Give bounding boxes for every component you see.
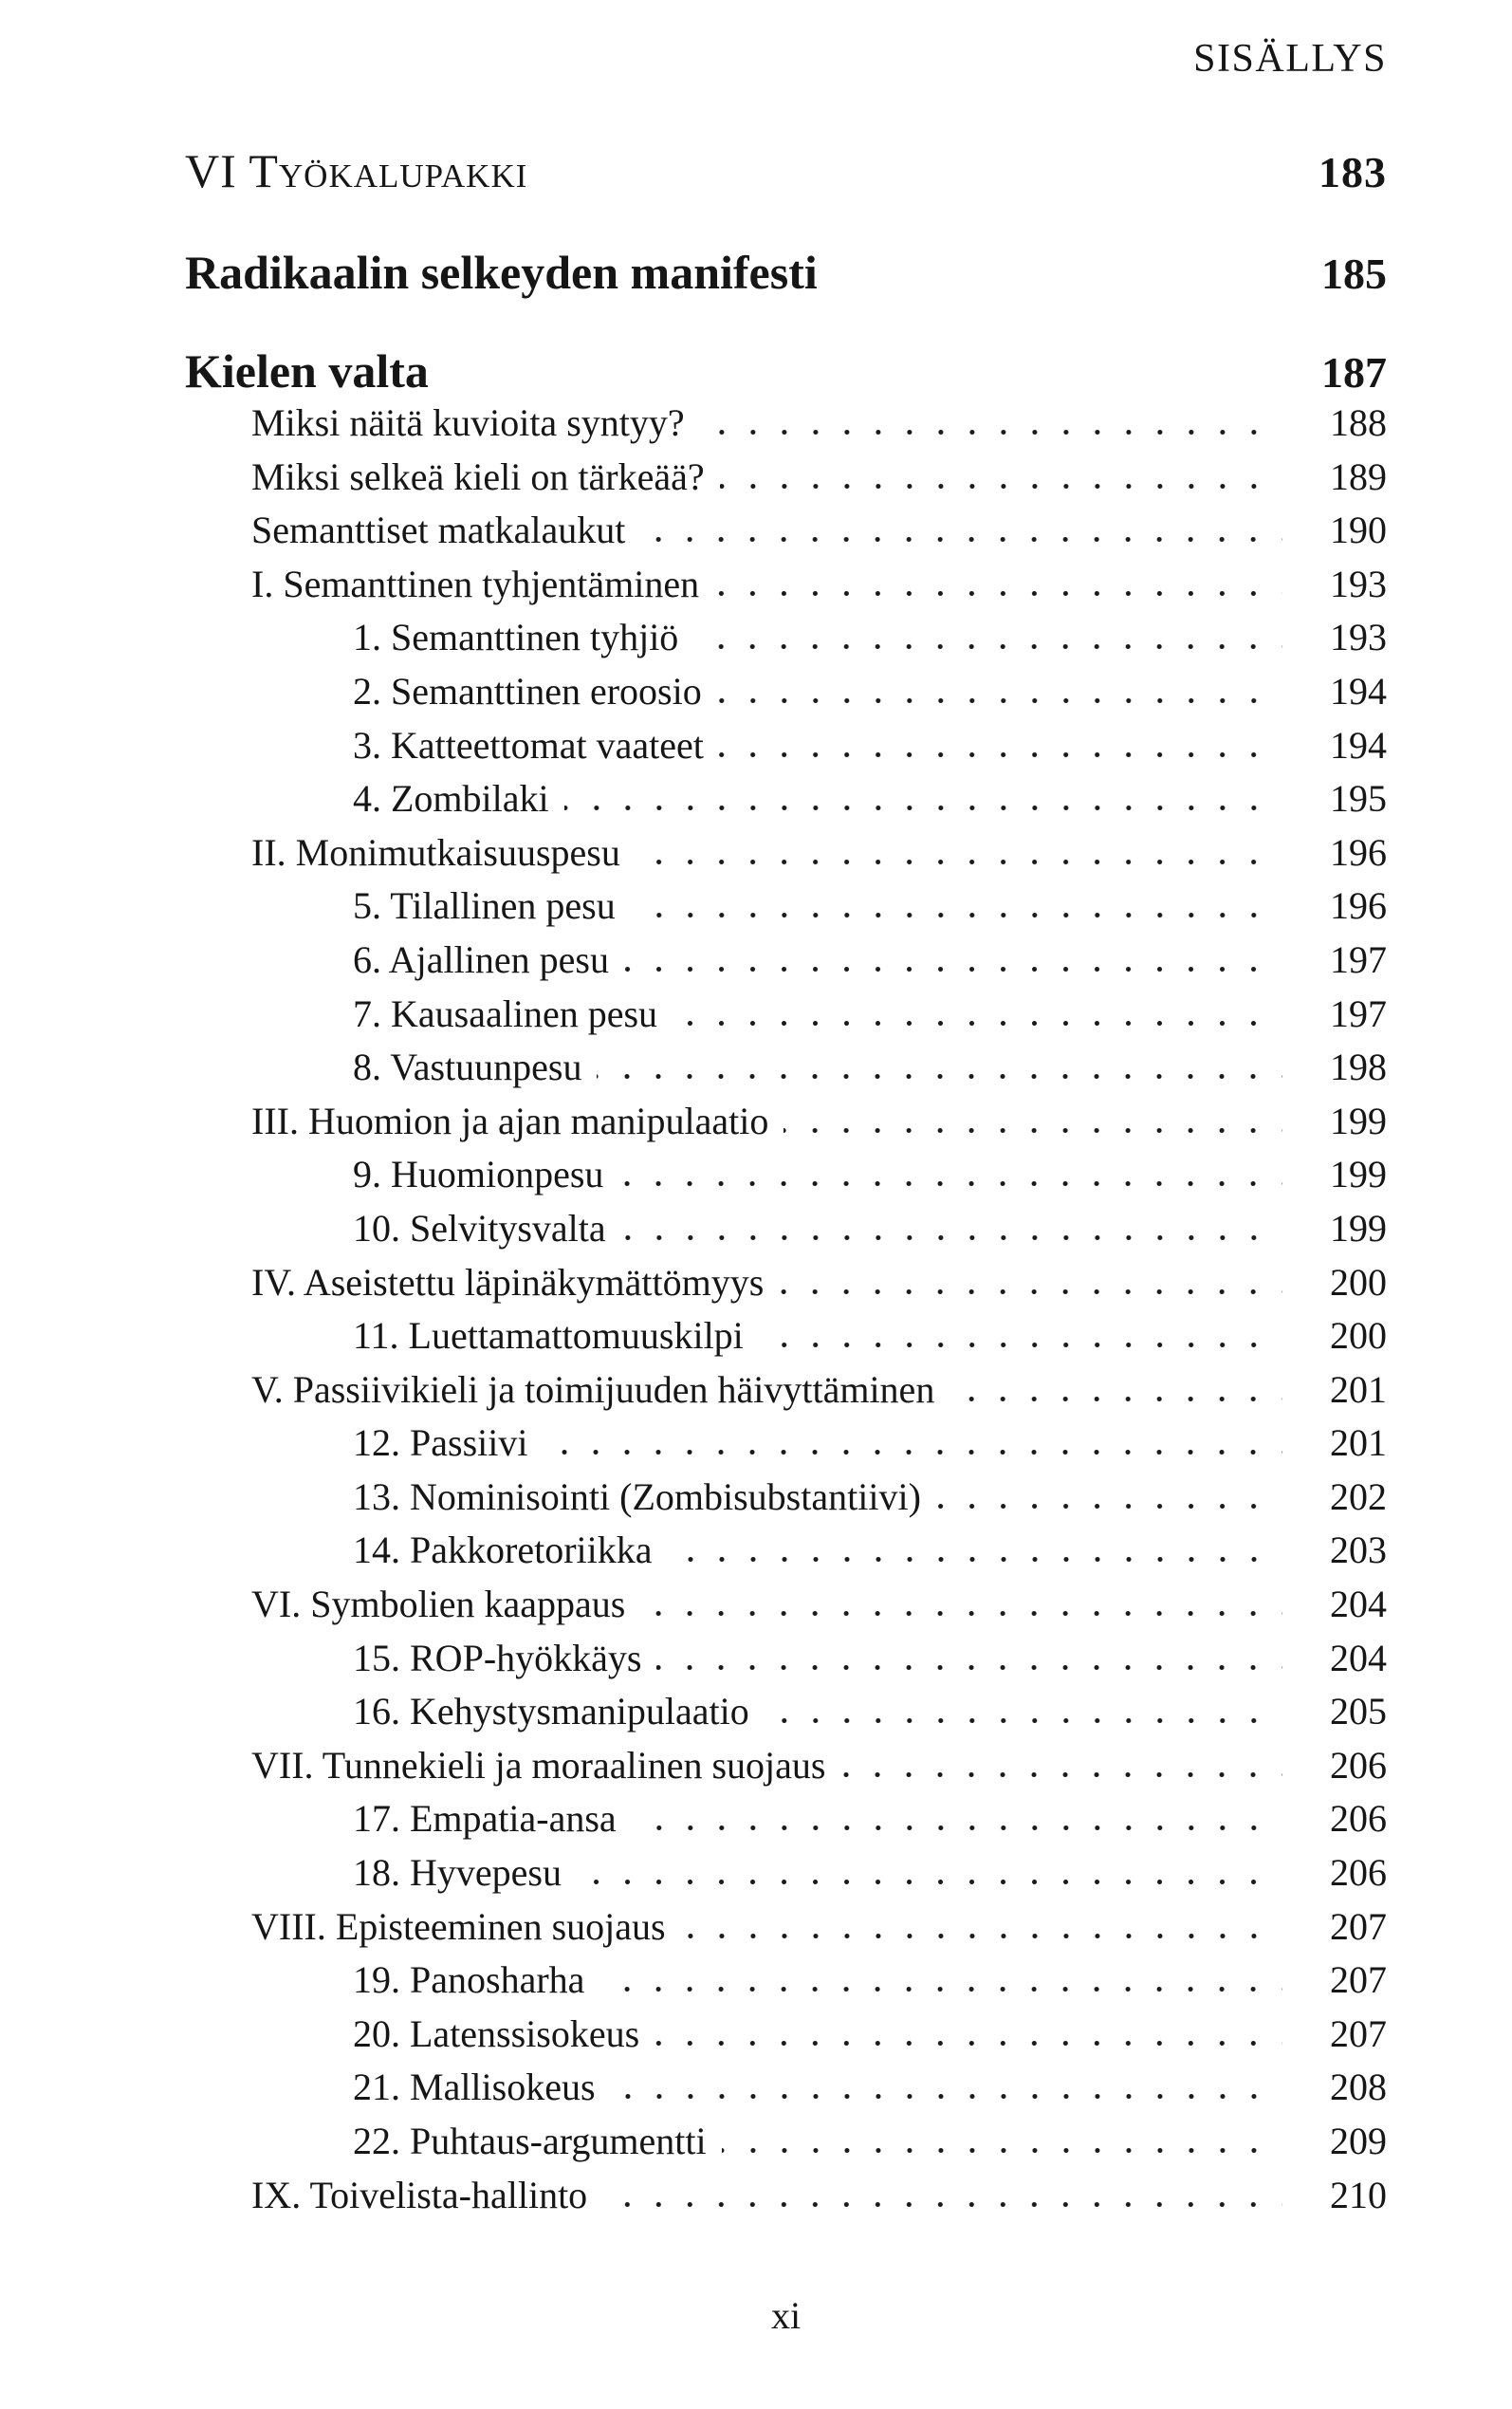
entry-page-number: 206 xyxy=(1330,1797,1387,1841)
entry-label: 3. Katteettomat vaateet xyxy=(353,723,704,767)
dot-leader xyxy=(720,484,1282,490)
dot-leader xyxy=(936,1504,1282,1510)
dot-leader xyxy=(618,1181,1282,1187)
toc-entry-row xyxy=(185,665,1387,719)
dot-leader xyxy=(722,2148,1282,2154)
dot-leader xyxy=(656,1665,1282,1671)
chapter-page-number: 187 xyxy=(1321,348,1387,397)
footer-page-number: xi xyxy=(770,2294,802,2337)
toc-entry-row xyxy=(185,2169,1387,2223)
toc-entry-row xyxy=(185,2061,1387,2115)
dot-leader xyxy=(640,1611,1282,1617)
toc-entry-row xyxy=(185,1256,1387,1310)
dot-leader xyxy=(631,913,1282,918)
toc-entry-row xyxy=(185,2008,1387,2062)
entry-label: 8. Vastuunpesu xyxy=(353,1046,582,1089)
entry-label: VIII. Episteeminen suojaus xyxy=(251,1904,666,1948)
entry-page-number: 199 xyxy=(1330,1099,1387,1142)
toc-entries xyxy=(185,397,1387,2222)
toc-chapter-row xyxy=(185,246,1387,299)
entry-label: Miksi selkeä kieli on tärkeää? xyxy=(251,454,705,498)
entry-label: 10. Selvitysvalta xyxy=(353,1206,606,1250)
entry-label: Miksi näitä kuvioita syntyy? xyxy=(251,401,685,444)
entry-label: 1. Semanttinen tyhjiö xyxy=(353,616,679,659)
toc-entry-row xyxy=(185,1524,1387,1578)
dot-leader xyxy=(784,1128,1282,1134)
dot-leader xyxy=(717,698,1282,704)
toc-entry-row xyxy=(185,1739,1387,1793)
entry-label: 2. Semanttinen eroosio xyxy=(353,669,702,713)
dot-leader xyxy=(681,1934,1282,1939)
entry-label: VI. Symbolien kaappaus xyxy=(251,1583,626,1626)
chapter-label: Radikaalin selkeyden manifesti xyxy=(185,246,818,299)
entry-label: III. Huomion ja ajan manipulaatio xyxy=(251,1099,769,1142)
entry-page-number: 207 xyxy=(1330,1904,1387,1948)
entry-page-number: 200 xyxy=(1330,1314,1387,1358)
entry-page-number: 205 xyxy=(1330,1690,1387,1733)
dot-leader xyxy=(719,752,1282,758)
toc-entry-row xyxy=(185,1685,1387,1739)
entry-page-number: 194 xyxy=(1330,669,1387,713)
toc-entry-row xyxy=(185,1632,1387,1686)
dot-leader xyxy=(597,1074,1282,1080)
toc-entry-row xyxy=(185,2115,1387,2169)
dot-leader xyxy=(599,1987,1282,1992)
dot-leader xyxy=(564,806,1282,811)
toc-entry-row xyxy=(185,1471,1387,1525)
entry-page-number: 201 xyxy=(1330,1367,1387,1411)
entry-label: II. Monimutkaisuuspesu xyxy=(251,830,620,874)
entry-page-number: 203 xyxy=(1330,1529,1387,1572)
toc-entry-row xyxy=(185,988,1387,1042)
entry-page-number: 208 xyxy=(1330,2066,1387,2109)
dot-leader xyxy=(840,1772,1282,1778)
entry-label: 7. Kausaalinen pesu xyxy=(353,991,658,1035)
toc-entry-row xyxy=(185,772,1387,826)
toc-entry-row xyxy=(185,1148,1387,1202)
toc-entry-row xyxy=(185,719,1387,773)
entry-page-number: 210 xyxy=(1330,2173,1387,2216)
entry-page-number: 197 xyxy=(1330,991,1387,1035)
toc-entry-row xyxy=(185,1309,1387,1363)
entry-label: 22. Puhtaus-argumentti xyxy=(353,2120,707,2162)
toc-entry-row xyxy=(185,1954,1387,2008)
entry-label: 11. Luettamattomuuskilpi xyxy=(353,1314,744,1358)
chapter-page-number: 185 xyxy=(1321,250,1387,298)
entry-page-number: 206 xyxy=(1330,1851,1387,1895)
dot-leader xyxy=(668,1557,1283,1563)
entry-page-number: 199 xyxy=(1330,1153,1387,1196)
entry-page-number: 198 xyxy=(1330,1046,1387,1089)
entry-page-number: 207 xyxy=(1330,2011,1387,2055)
dot-leader xyxy=(700,430,1282,435)
chapter-label: VI Työkalupakki xyxy=(185,144,528,197)
entry-page-number: 199 xyxy=(1330,1206,1387,1250)
entry-label: 13. Nominisointi (Zombisubstantiivi) xyxy=(353,1474,921,1518)
entry-page-number: 188 xyxy=(1330,401,1387,444)
toc-entry-row xyxy=(185,1202,1387,1256)
entry-label: 16. Kehystysmanipulaatio xyxy=(353,1690,749,1733)
chapter-page-number: 183 xyxy=(1318,148,1387,196)
entry-page-number: 197 xyxy=(1330,937,1387,981)
entry-page-number: 193 xyxy=(1330,616,1387,659)
dot-leader xyxy=(693,644,1282,650)
entry-page-number: 206 xyxy=(1330,1743,1387,1787)
dot-leader xyxy=(655,2041,1282,2047)
dot-leader xyxy=(765,1718,1282,1724)
entry-label: 20. Latenssisokeus xyxy=(353,2011,640,2055)
entry-label: 18. Hyvepesu xyxy=(353,1851,562,1895)
entry-page-number: 207 xyxy=(1330,1958,1387,2002)
entry-label: 17. Empatia-ansa xyxy=(353,1797,617,1841)
entry-page-number: 209 xyxy=(1330,2120,1387,2162)
dot-leader xyxy=(611,2094,1282,2100)
dot-leader xyxy=(636,860,1282,865)
entry-page-number: 196 xyxy=(1330,830,1387,874)
dot-leader xyxy=(714,591,1282,597)
toc-entry-row xyxy=(185,1363,1387,1418)
entry-page-number: 204 xyxy=(1330,1636,1387,1679)
dot-leader xyxy=(602,2202,1282,2208)
toc-entry-row xyxy=(185,611,1387,665)
dot-leader xyxy=(673,1021,1282,1027)
chapter-label: Kielen valta xyxy=(185,344,429,398)
entry-page-number: 193 xyxy=(1330,562,1387,605)
toc-entry-row xyxy=(185,1792,1387,1846)
toc-entry-row xyxy=(185,1846,1387,1900)
toc-entry-row xyxy=(185,1578,1387,1632)
dot-leader xyxy=(950,1397,1282,1402)
toc-entry-row xyxy=(185,558,1387,612)
toc-entry-row xyxy=(185,1900,1387,1955)
entry-label: IX. Toivelista-hallinto xyxy=(251,2173,588,2216)
toc-entry-row xyxy=(185,826,1387,880)
entry-page-number: 196 xyxy=(1330,884,1387,928)
dot-leader xyxy=(632,1825,1282,1831)
entry-label: 12. Passiivi xyxy=(353,1421,528,1465)
toc-chapter-row xyxy=(185,144,1387,197)
entry-label: 5. Tilallinen pesu xyxy=(353,884,616,928)
entry-label: 6. Ajallinen pesu xyxy=(353,937,609,981)
dot-leader xyxy=(624,967,1282,973)
entry-page-number: 200 xyxy=(1330,1260,1387,1304)
toc-entry-row xyxy=(185,880,1387,934)
dot-leader xyxy=(543,1450,1282,1455)
entry-label: 4. Zombilaki xyxy=(353,777,549,821)
toc xyxy=(185,0,1387,2222)
dot-leader xyxy=(759,1343,1282,1348)
toc-entry-row xyxy=(185,1417,1387,1471)
running-header: SISÄLLYS xyxy=(1193,37,1387,81)
entry-label: 19. Panosharha xyxy=(353,1958,585,2002)
toc-entry-row xyxy=(185,1041,1387,1095)
dot-leader xyxy=(640,537,1282,543)
toc-chapter-row xyxy=(185,344,1387,398)
toc-entry-row xyxy=(185,451,1387,505)
entry-page-number: 189 xyxy=(1330,454,1387,498)
dot-leader xyxy=(779,1289,1282,1295)
toc-entry-row xyxy=(185,1095,1387,1149)
entry-label: V. Passiivikieli ja toimijuuden häivyttäminen xyxy=(251,1367,935,1411)
entry-page-number: 201 xyxy=(1330,1421,1387,1465)
toc-entry-row xyxy=(185,934,1387,988)
entry-page-number: 194 xyxy=(1330,723,1387,767)
toc-entry-row xyxy=(185,504,1387,558)
dot-leader xyxy=(577,1880,1282,1885)
entry-label: I. Semanttinen tyhjentäminen xyxy=(251,562,700,605)
entry-label: IV. Aseistettu läpinäkymättömyys xyxy=(251,1260,765,1304)
entry-label: 14. Pakkoretoriikka xyxy=(353,1529,653,1572)
toc-entry-row xyxy=(185,397,1387,451)
entry-label: VII. Tunnekieli ja moraalinen suojaus xyxy=(251,1743,826,1787)
entry-label: 9. Huomionpesu xyxy=(353,1153,604,1196)
entry-label: Semanttiset matkalaukut xyxy=(251,509,626,552)
entry-page-number: 195 xyxy=(1330,777,1387,821)
entry-page-number: 190 xyxy=(1330,509,1387,552)
entry-label: 15. ROP-hyökkäys xyxy=(353,1636,642,1679)
entry-label: 21. Mallisokeus xyxy=(353,2066,596,2109)
entry-page-number: 204 xyxy=(1330,1583,1387,1626)
dot-leader xyxy=(621,1235,1282,1241)
entry-page-number: 202 xyxy=(1330,1474,1387,1518)
